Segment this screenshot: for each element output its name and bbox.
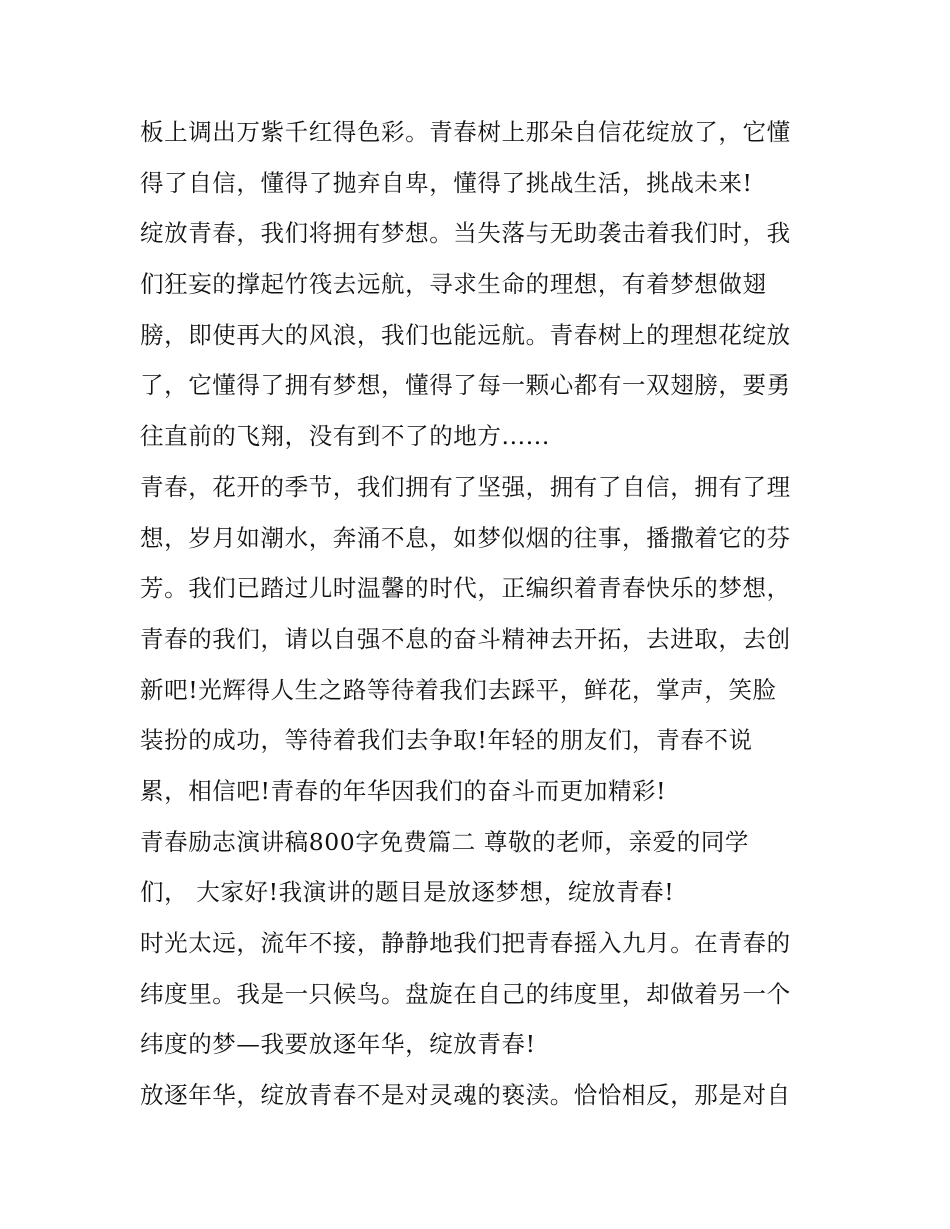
text-line: 想，岁月如潮水，奔涌不息，如梦似烟的往事，播撒着它的芬	[140, 523, 791, 552]
text-line: 放逐年华，绽放青春不是对灵魂的亵渎。恰恰相反，那是对自	[140, 1081, 791, 1110]
text-line: 绽放青春，我们将拥有梦想。当失落与无助袭击着我们时，我	[140, 219, 791, 248]
text-line: 芳。我们已踏过儿时温馨的时代，正编织着青春快乐的梦想，	[140, 574, 791, 603]
text-line: 纬度里。我是一只候鸟。盘旋在自己的纬度里，却做着另一个	[140, 979, 791, 1008]
text-line: 累，相信吧!青春的年华因我们的奋斗而更加精彩!	[140, 776, 667, 805]
text-line: 们狂妄的撑起竹筏去远航，寻求生命的理想，有着梦想做翅	[140, 270, 767, 299]
text-line: 装扮的成功，等待着我们去争取!年轻的朋友们，青春不说	[140, 726, 753, 755]
text-line: 时光太远，流年不接，静静地我们把青春摇入九月。在青春的	[140, 929, 791, 957]
text-line: 新吧!光辉得人生之路等待着我们去踩平，鲜花，掌声，笑脸	[140, 675, 777, 704]
text-line: 纬度的梦—我要放逐年华，绽放青春!	[140, 1030, 536, 1059]
text-line: 往直前的飞翔，没有到不了的地方......	[140, 422, 550, 451]
text-line: 板上调出万紫千红得色彩。青春树上那朵自信花绽放了，它懂	[140, 118, 791, 146]
text-line: 得了自信，懂得了抛弃自卑，懂得了挑战生活，挑战未来!	[140, 168, 753, 197]
text-line: 了，它懂得了拥有梦想，懂得了每一颗心都有一双翅膀，要勇	[140, 371, 791, 400]
text-line: 青春的我们，请以自强不息的奋斗精神去开拓，去进取，去创	[140, 624, 791, 653]
text-line: 们， 大家好!我演讲的题目是放逐梦想，绽放青春!	[140, 878, 675, 907]
text-line: 青春，花开的季节，我们拥有了坚强，拥有了自信，拥有了理	[140, 472, 791, 501]
text-line: 膀，即使再大的风浪，我们也能远航。青春树上的理想花绽放	[140, 320, 791, 349]
body-text	[140, 107, 820, 1121]
text-line: 青春励志演讲稿800字免费篇二 尊敬的老师，亲爱的同学	[140, 827, 750, 856]
